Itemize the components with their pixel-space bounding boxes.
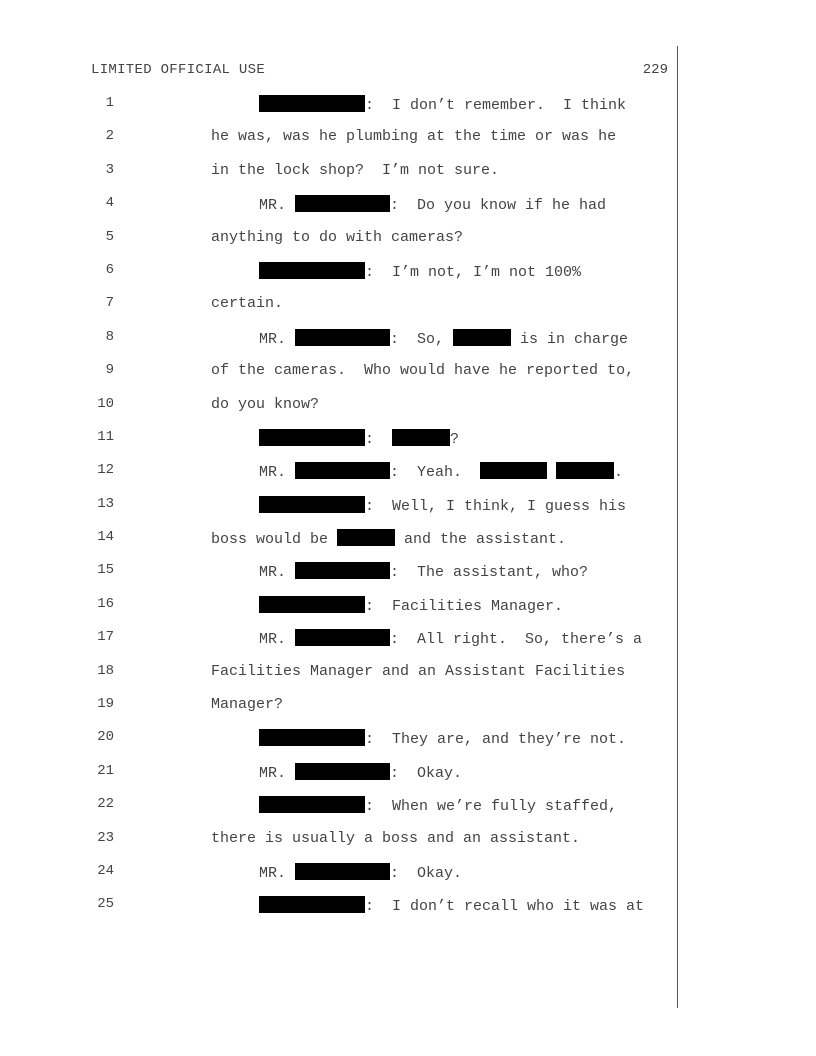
line-text (211, 128, 616, 146)
redaction-block (295, 562, 390, 579)
transcript-line (0, 559, 680, 592)
line-text-segment: . (614, 464, 624, 482)
redaction-block (259, 729, 365, 746)
line-text (211, 696, 283, 714)
line-text-segment: MR. (259, 464, 296, 482)
line-text (259, 729, 626, 749)
line-text-segment: anything to do with cameras? (211, 228, 464, 246)
line-text-segment: : Facilities Manager. (365, 597, 564, 615)
redaction-block (337, 529, 395, 546)
redaction-block (480, 462, 547, 479)
line-text (259, 796, 617, 816)
line-text (259, 896, 644, 916)
transcript-line (0, 493, 680, 526)
line-text (211, 295, 283, 313)
line-text (259, 329, 628, 349)
line-text (211, 830, 580, 848)
transcript-line (0, 827, 680, 860)
page-number: 229 (642, 62, 668, 78)
line-text-segment: Facilities Manager and an Assistant Facilities (211, 662, 626, 680)
line-number: 7 (105, 295, 114, 312)
line-text-segment: boss would be (211, 531, 338, 549)
transcript-line (0, 393, 680, 426)
line-number: 12 (97, 462, 114, 479)
line-number: 11 (97, 428, 114, 445)
line-text-segment: : Yeah. (390, 464, 481, 482)
redaction-block (556, 462, 614, 479)
line-number: 25 (97, 896, 114, 913)
line-text (211, 529, 566, 549)
line-text-segment: : Okay. (390, 864, 463, 882)
line-number: 3 (105, 161, 114, 178)
line-text-segment: ? (450, 430, 460, 448)
line-number: 19 (97, 696, 114, 713)
line-text (259, 496, 626, 516)
line-number: 13 (97, 495, 114, 512)
line-text-segment: and the assistant. (395, 531, 567, 549)
transcript-line (0, 760, 680, 793)
line-number: 9 (105, 362, 114, 379)
transcript-line (0, 593, 680, 626)
transcript-line (0, 192, 680, 225)
line-number: 6 (105, 261, 114, 278)
line-text-segment: : I don’t recall who it was at (365, 898, 645, 916)
redaction-block (259, 95, 365, 112)
transcript-line (0, 292, 680, 325)
line-number: 4 (105, 195, 114, 212)
line-number: 21 (97, 762, 114, 779)
line-text (259, 429, 459, 449)
classification-header: LIMITED OFFICIAL USE (91, 62, 266, 78)
line-number: 20 (97, 729, 114, 746)
line-number: 15 (97, 562, 114, 579)
redaction-block (259, 429, 365, 446)
transcript-line (0, 526, 680, 559)
line-text (211, 663, 625, 681)
line-text-segment: : The assistant, who? (390, 564, 589, 582)
redaction-block (259, 596, 365, 613)
line-text-segment: do you know? (211, 395, 320, 413)
line-text-segment: : Well, I think, I guess his (365, 497, 627, 515)
line-text-segment: there is usually a boss and an assistant. (211, 829, 581, 847)
line-text-segment: : All right. So, there’s a (390, 631, 643, 649)
line-text (259, 195, 606, 215)
redaction-block (295, 195, 390, 212)
transcript-lines (0, 92, 680, 927)
line-number: 24 (97, 862, 114, 879)
redaction-block (453, 329, 511, 346)
line-number: 2 (105, 128, 114, 145)
redaction-block (295, 863, 390, 880)
line-text-segment: : Okay. (390, 764, 463, 782)
transcript-line (0, 426, 680, 459)
line-number: 5 (105, 228, 114, 245)
line-text-segment: : I’m not, I’m not 100% (365, 263, 582, 281)
line-text (259, 262, 581, 282)
transcript-line (0, 459, 680, 492)
line-text-segment: MR. (259, 197, 296, 215)
line-text-segment (547, 464, 556, 481)
line-text-segment: : (365, 430, 393, 448)
line-text-segment: certain. (211, 295, 284, 313)
line-text-segment: he was, was he plumbing at the time or was he (211, 128, 617, 146)
line-text-segment: of the cameras. Who would have he reported to, (211, 362, 635, 380)
transcript-line (0, 793, 680, 826)
transcript-line (0, 626, 680, 659)
line-number: 22 (97, 796, 114, 813)
transcript-line (0, 259, 680, 292)
line-text (259, 596, 563, 616)
transcript-line (0, 326, 680, 359)
line-text (211, 396, 319, 414)
line-text-segment: : Do you know if he had (390, 197, 607, 215)
transcript-line (0, 125, 680, 158)
line-number: 14 (97, 529, 114, 546)
line-number: 16 (97, 595, 114, 612)
line-text-segment: : I don’t remember. I think (365, 97, 627, 114)
line-text (259, 863, 462, 883)
line-number: 1 (105, 95, 114, 111)
transcript-line (0, 226, 680, 259)
line-number: 18 (97, 662, 114, 679)
redaction-block (295, 629, 390, 646)
line-text (211, 229, 463, 247)
transcript-line (0, 693, 680, 726)
redaction-block (259, 796, 365, 813)
transcript-line (0, 860, 680, 893)
line-text-segment: MR. (259, 330, 296, 348)
line-text (211, 362, 634, 380)
transcript-line (0, 660, 680, 693)
line-text-segment: MR. (259, 764, 296, 782)
line-text-segment: in the lock shop? I’m not sure. (211, 161, 500, 179)
line-text (259, 629, 642, 649)
line-number: 10 (97, 395, 114, 412)
line-text (259, 763, 462, 783)
redaction-block (295, 329, 390, 346)
redaction-block (259, 896, 365, 913)
line-number: 17 (97, 629, 114, 646)
redaction-block (259, 262, 365, 279)
line-text-segment: MR. (259, 564, 296, 582)
line-text-segment: is in charge (511, 330, 629, 348)
line-text (211, 162, 499, 180)
line-text (259, 462, 623, 482)
line-text (259, 95, 626, 115)
line-text-segment: : When we’re fully staffed, (365, 798, 618, 816)
line-text-segment: MR. (259, 864, 296, 882)
line-text-segment: MR. (259, 631, 296, 649)
line-text-segment: Manager? (211, 696, 284, 714)
transcript-line (0, 159, 680, 192)
redaction-block (392, 429, 450, 446)
redaction-block (295, 462, 390, 479)
redaction-block (259, 496, 365, 513)
transcript-line (0, 726, 680, 759)
line-text-segment: : They are, and they’re not. (365, 731, 627, 749)
line-number: 8 (105, 328, 114, 345)
line-text (259, 562, 588, 582)
line-number: 23 (97, 829, 114, 846)
line-text-segment: : So, (390, 330, 454, 348)
transcript-line (0, 893, 680, 926)
transcript-line (0, 359, 680, 392)
redaction-block (295, 763, 390, 780)
transcript-line (0, 92, 680, 125)
